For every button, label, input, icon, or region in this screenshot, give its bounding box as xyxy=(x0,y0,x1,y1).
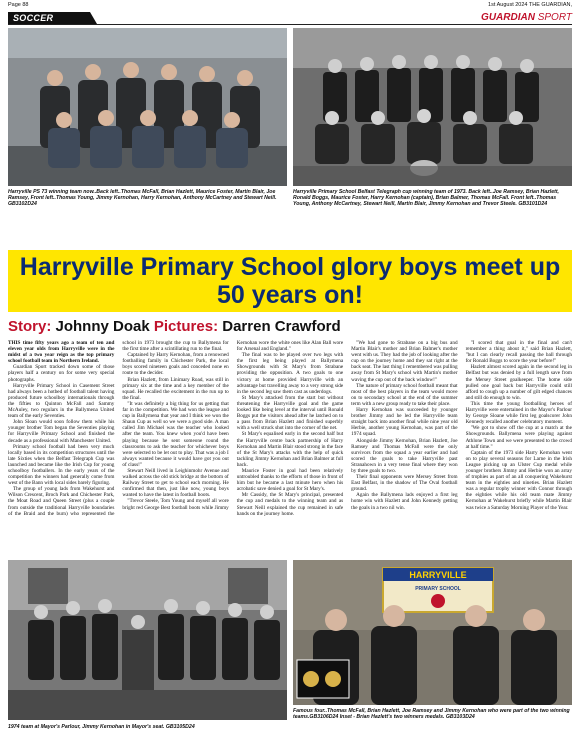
school-sign-title: HARRYVILLE xyxy=(409,570,467,580)
article-paragraph: Captain of the 1973 side Harry Kernohan went on to play several seasons for Larne in the Irish League picking up an Ulster Cup medal while younger brothers Jimmy and Herbie won an array of trophies as part of an all conquering Wakehurst team in the eighties and nineties. Brian Hazlett was a regular trophy winner with Connor through the eighties while his old team mate Jimmy Kernohan at Wakehurst briefly while Martin Blair was twice a Saturday Morning Player of the Year. xyxy=(465,449,572,511)
story-author: Johnny Doak xyxy=(55,318,150,335)
brand-secondary: SPORT xyxy=(537,12,572,23)
article-paragraph: "We got to show off the cup at a match at the Showgrounds. Ballymena were playing against Athlone Town and we were presented to the crowd at half time." xyxy=(465,425,572,450)
caption-mayors-parlour: 1974 team at Mayor's Parlour, Jimmy Kernohan in Mayor's seat. GB3105D24 xyxy=(8,724,195,730)
article-paragraph: Harryville Primary School in Casement Street had always been a hotbed of football talent having produced future schoolboy internationals through the fifties to Quinton McFall and Sammy McAuley, two regulars in the Ballymena United team of the early Seventies. xyxy=(8,382,115,420)
photo-famous-four xyxy=(293,560,572,705)
pictures-label: Pictures: xyxy=(153,318,219,335)
article-paragraph: Harry Kernohan was succeeded by younger brother Jimmy and he led the Harryville team straight back into another final while nine year old Herbie, another young Kernohan, was part of the 1974 squad. xyxy=(351,407,458,438)
article-paragraph: "It was definitely a big thing for us getting that far in the competition. We had won the league and cup in Ballymena that year and I think we won the Shaun Cup as well so we were a good side. A man called Jim Michael was the teacher who looked after the team. You knew when you'd have been playing because he sent someone round the classrooms to ask the teacher for whichever boys were selected to be let out to play. That was a job I always wanted because it would have got you out of class!" xyxy=(122,400,229,468)
article-paragraph: Mr Cassidy, the St Mary's principal, presented the cup and medals to the winning team and as Stewart Neill explained the cup remained in safe hands on the journey home. xyxy=(236,492,344,517)
article-body xyxy=(8,340,572,556)
article-paragraph: John Sloan would soon follow them while his younger brother Tom began the Seventies playing for Harryville Primary School and finished the decade as a professional with Manchester United. xyxy=(8,419,115,444)
headline: Harryville Primary School glory boys meet up 50 years on! xyxy=(19,253,561,309)
article-lead-paragraph xyxy=(8,340,114,364)
top-line xyxy=(8,2,572,10)
article-paragraph: Hazlett almost scored again in the second leg in Belfast but was denied by a full length save from the Mersey Street goalkeeper. The home side pulled one goal back but Harryville could still afford to cough up a number of gilt edged chances and still do enough to win. xyxy=(465,364,572,401)
caption-team-1973: Harryville Primary School Belfast Telegraph cup winning team of 1973. Back left..Joe Ramsey, Brian Hazlett, Ronald Boggs, Maurice Foster, Harry Kernohan (captain), Brian Balmer, Thomas McFall. Front left..Thomas Young, Anthony McCartney, Stewart Neill, Martin Blair, Jimmy Kernohan and Trevor Steele. GB3101D24 xyxy=(293,189,559,207)
article-paragraph: Captained by Harry Kernohan, from a renowned footballing family in Chichester Park, the local boys scored nineteen goals and conceded none en route to the decider. xyxy=(122,352,229,377)
date-line: 1st August 2024 THE GUARDIAN, xyxy=(488,2,572,8)
story-label: Story: xyxy=(8,318,52,335)
brand-primary: GUARDIAN xyxy=(481,12,535,23)
article-lead: THIS time fifty years ago a team of ten and eleven year olds from Harryville were in the midst of a two year reign as the top primary school football team in Northern Ireland. xyxy=(8,340,115,365)
article-paragraph: Alongside Jimmy Kernohan, Brian Hazlett, Joe Ramsey and Thomas McFall were the only survivors from the squad a year earlier and had scored the goals to take Harryville past Stranahown in a very tense final where they won by three goals to two. xyxy=(351,437,458,474)
article-paragraph: St Mary's attacked from the start but without threatening the Harryville goal and the game looked like being level at the interval until Ronald Boggs put the visitors ahead after he latched on to a pass from Brian Hazlett and finished superbly with a well struck shot into the corner of the net. xyxy=(236,394,344,432)
photo-team-1973 xyxy=(293,28,572,186)
section-tab-soccer: SOCCER xyxy=(8,12,90,24)
article-paragraph: Primary school football had been very much locally based in its competition structures until the late Sixties when the Belfast Telegraph Cup was launched and became like the Irish Cup for young schoolboy footballers. In the early years of the competition the winners had generally come from west of the Bann with local sides barely figuring. xyxy=(8,443,115,487)
article-paragraph: Again the Ballymena lads enjoyed a first leg home win with Hazlett and John Kennedy getting the goals in a two nil win. xyxy=(351,492,458,511)
team-now-image xyxy=(8,28,287,186)
caption-team-now: Harryville PS 73 winning team now..Back left..Thomas McFall, Brian Hazlett, Maurice Foster, Martin Blair, Joe Ramsey, Front left..Thomas Young, Jimmy Kernohan, Harry Kernohan, Anthony McCartney and Stewart Neill. GB3102D24 xyxy=(8,189,277,207)
article-paragraph: This time the young footballing heroes of Harryville were entertained in the Mayor's Parlour by George Sloane while first leg goalscorer John Kennedy recalled another celebratory moment. xyxy=(465,400,572,426)
page-number: Page 88 xyxy=(8,2,29,8)
caption-famous-four: Famous four..Thomas McFall, Brian Hazlett, Joe Ramsey and Jimmy Kernohan who were part of the two winning teams.GB3106D24 Inset - Brian Hazlett's two winners medals. GB3103D24 xyxy=(293,708,570,720)
pictures-author: Darren Crawford xyxy=(222,318,341,335)
article-paragraph: "I scored that goal in the final and can't remember a thing about it," said Brian Hazlett, "but I can clearly recall passing the ball through for Ronald Boggs to score the year before!" xyxy=(465,340,572,365)
article-paragraph: The final was to be played over two legs with the first leg being played at Ballymena Showgrounds with St Mary's from Strabane providing the opposition. A two goals to one victory at home provided Harryville with an advantage but travelling away to a very strong side in the second leg saw them cast as underdogs. xyxy=(236,352,344,395)
article-paragraph: Maurice Foster in goal had been relatively untroubled thanks to the efforts of those in front of him but he became a last minute hero when his acrobatic save denied a goal for St Mary's. xyxy=(236,467,344,493)
school-sign-subtitle: PRIMARY SCHOOL xyxy=(415,586,461,592)
article-paragraph: Brian Hazlett, from Linimary Road, was still in primary six at the time and a key member of the squad. He recalled the excitement in the run up to the final. xyxy=(122,376,229,401)
headline-band xyxy=(8,250,572,312)
article-paragraph: St Mary's equalised early in the second half but the Harryville centre back partnership of Harry Kernohan and Martin Blair stood strong in the face of the St Mary's attacks with the help of quick tackling Jimmy Kernohan and Brian Balmer at full back. xyxy=(236,431,344,468)
famous-four-image xyxy=(293,560,572,705)
photo-mayors-parlour xyxy=(8,560,287,720)
mayors-parlour-image xyxy=(8,560,287,720)
article-paragraph: Their final opponents were Mersey Street from East Belfast, in the shadow of The Oval football ground. xyxy=(351,474,458,493)
photo-team-now xyxy=(8,28,287,186)
article-paragraph: Stewart Neill lived in Leighinmohr Avenue and walked across the old stick bridge at the bottom of Railway Street to get to school each morning. He confirmed that then, just like now, young boys wanted to have the latest in football boots. xyxy=(122,467,229,499)
team-1973-image xyxy=(293,28,572,186)
brand-logo xyxy=(481,12,572,23)
article-paragraph: "Trevor Steele, Tom Young and myself all wore bright red George Best football boots while Jimmy Kernohan wore the white ones like Alan Ball wore for Arsenal and England." xyxy=(122,340,344,511)
byline xyxy=(8,318,341,335)
article-paragraph: "We had gone to Strabane on a big bus and Martin Blair's mother and Brian Balmer's mother went with us. They had the job of looking after the cup on the journey home and they sat right at the back seat. The last thing I remembered was pulling away from St Mary's school with Martin's mother waving the cup out of the back window!" xyxy=(351,340,458,383)
article-paragraph: The group of young lads from Wakehurst and Wilson Crescent, Broch Park and Chichester Park, the Moat Road and Queen Street (plus a couple from outside the traditional Harryville boundaries of the Braid and the burn) who represented the school in 1973 brought the cup to Ballymena for the first time after a scintillating run to the final. xyxy=(8,340,229,517)
section-header xyxy=(8,12,572,25)
article-paragraph: The nature of primary school football meant that most of the best players in the team would move on to secondary school at the end of the summer term with a new group ready to take their place. xyxy=(351,382,458,407)
article-paragraph: Guardian Sport tracked down some of those players half a century on for some very special photographs. xyxy=(8,364,115,383)
